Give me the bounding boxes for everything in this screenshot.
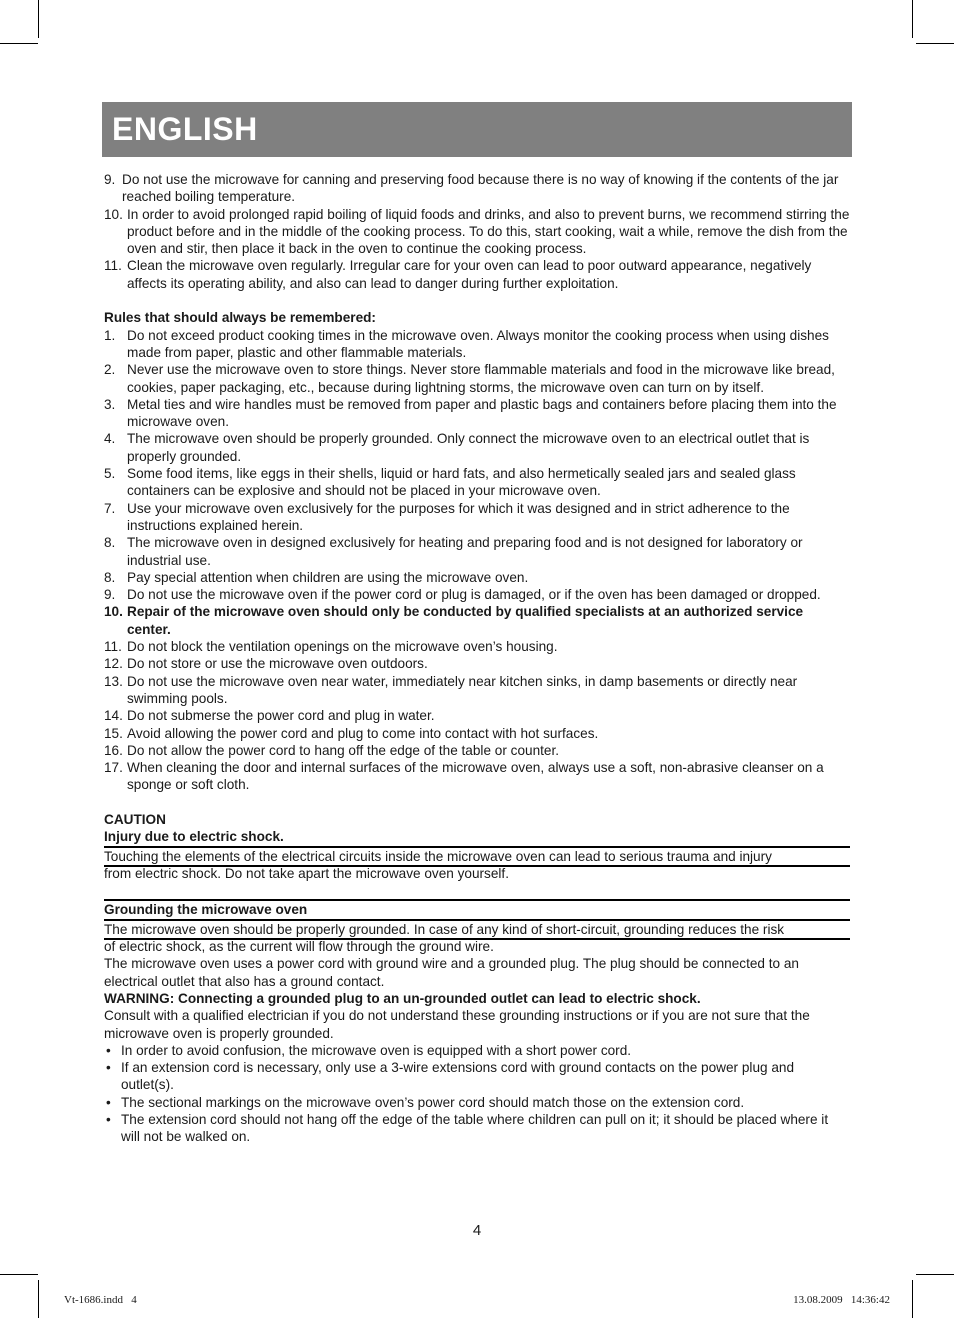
list-item	[104, 257, 850, 292]
list-item	[104, 171, 850, 206]
list-item	[104, 327, 850, 362]
slug-timestamp: 13.08.2009 14:36:42	[793, 1294, 890, 1306]
rules-heading: Rules that should always be remembered:	[104, 310, 376, 326]
bullet-item	[104, 1059, 850, 1094]
slug-filename: Vt-1686.indd 4	[64, 1294, 137, 1306]
list-item	[104, 742, 850, 759]
list-item-number: 14.	[104, 708, 123, 724]
bullet-item	[104, 1042, 850, 1059]
caution-text-line: from electric shock. Do not take apart the microwave oven yourself.	[104, 865, 509, 881]
list-item-number: 13.	[104, 673, 123, 689]
list-item-number: 4.	[104, 431, 116, 447]
list-item-text: Do not use the microwave oven if the power cord or plug is damaged, or if the oven has been damaged or dropped.	[127, 587, 821, 603]
list-item	[104, 655, 850, 672]
list-item-number: 8.	[104, 569, 116, 585]
list-item-text: Do not block the ventilation openings on the microwave oven’s housing.	[127, 639, 558, 655]
list-item-number: 10.	[104, 206, 123, 222]
crop-mark	[0, 43, 38, 44]
list-item-number: 1.	[104, 327, 116, 343]
list-item	[104, 361, 850, 396]
list-item	[104, 725, 850, 742]
page-content	[104, 171, 850, 1146]
bullet-dot-icon: •	[106, 1042, 111, 1058]
section-title: ENGLISH	[112, 111, 258, 147]
list-item	[104, 534, 850, 569]
list-item-text: The microwave oven in designed exclusively for heating and preparing food and is not designed for laboratory or industrial use.	[127, 535, 803, 568]
list-item-text: Use your microwave oven exclusively for the purposes for which it was designed and in strict adherence to the instructions explained herein.	[127, 500, 790, 533]
list-item	[104, 465, 850, 500]
list-item-text: Pay special attention when children are using the microwave oven.	[127, 569, 529, 585]
list-item-number: 5.	[104, 466, 116, 482]
bullet-dot-icon: •	[106, 1112, 111, 1128]
caution-subheading: Injury due to electric shock.	[104, 828, 850, 847]
bullet-text: The extension cord should not hang off the edge of the table where children can pull on it; it should be placed where it will not be walked on.	[121, 1112, 829, 1145]
list-item-text: When cleaning the door and internal surfaces of the microwave oven, always use a soft, non-abrasive cleanser on a sponge or soft cloth.	[127, 760, 824, 793]
list-item-number: 12.	[104, 656, 123, 672]
bullet-text: In order to avoid confusion, the microwave oven is equipped with a short power cord.	[121, 1042, 632, 1058]
crop-mark	[0, 1274, 38, 1275]
list-item	[104, 396, 850, 431]
grounding-text-line: of electric shock, as the current will flow through the ground wire.	[104, 939, 494, 955]
grounding-warning: WARNING: Connecting a grounded plug to an un-grounded outlet can lead to electric shock.	[104, 990, 701, 1006]
crop-mark	[912, 1280, 913, 1318]
grounding-paragraph: The microwave oven uses a power cord with ground wire and a grounded plug. The plug should be connected to an electrical outlet that also has a ground contact.	[104, 956, 799, 989]
list-item-number: 9.	[104, 172, 116, 187]
bullet-text: If an extension cord is necessary, only use a 3-wire extensions cord with ground contacts on the power plug and outlet(s).	[121, 1060, 795, 1093]
list-item-number: 11.	[104, 258, 122, 274]
list-item-number: 16.	[104, 742, 123, 758]
list-item	[104, 673, 850, 708]
list-item-text: The microwave oven should be properly grounded. Only connect the microwave oven to an electrical outlet that is properly grounded.	[127, 431, 810, 464]
crop-mark	[38, 0, 39, 38]
list-item	[104, 707, 850, 724]
list-item-text: Avoid allowing the power cord and plug to come into contact with hot surfaces.	[127, 725, 599, 741]
list-item-number: 17.	[104, 760, 123, 776]
grounding-text-line: The microwave oven should be properly grounded. In case of any kind of short-circuit, grounding reduces the risk	[104, 919, 850, 940]
crop-mark	[912, 0, 913, 38]
list-item	[104, 430, 850, 465]
caution-heading: CAUTION	[104, 811, 166, 827]
list-item-number: 2.	[104, 362, 116, 378]
bullet-dot-icon: •	[106, 1094, 111, 1110]
crop-mark	[916, 43, 954, 44]
list-item	[104, 638, 850, 655]
list-item-important	[104, 603, 850, 638]
list-item-number: 9.	[104, 587, 116, 603]
grounding-heading: Grounding the microwave oven	[104, 899, 850, 920]
precautions-list	[104, 171, 850, 292]
rules-list	[104, 327, 850, 794]
bullet-item	[104, 1111, 850, 1146]
list-item-text: In order to avoid prolonged rapid boiling of liquid foods and drinks, and also to prevent burns, we recommend stirring the product before and in the middle of the cooking process. To do this, start cooking, wait a while, remove the dish from the oven and stir, then place it back in the oven to continue the cooking process.	[127, 206, 850, 257]
bullet-item	[104, 1094, 850, 1111]
grounding-bullet-list	[104, 1042, 850, 1146]
list-item	[104, 569, 850, 586]
list-item-text: Do not allow the power cord to hang off the edge of the table or counter.	[127, 742, 560, 758]
list-item-text: Do not use the microwave oven near water, immediately near kitchen sinks, in damp basements or directly near swimming pools.	[127, 673, 798, 706]
section-header-bar	[102, 102, 852, 157]
list-item-text: Do not exceed product cooking times in the microwave oven. Always monitor the cooking process when using dishes made from paper, plastic and other flammable materials.	[127, 327, 829, 360]
list-item-text: Do not submerse the power cord and plug in water.	[127, 708, 435, 724]
list-item-text: Do not store or use the microwave oven outdoors.	[127, 656, 428, 672]
list-item-text: Repair of the microwave oven should only be conducted by qualified specialists at an authorized service center.	[127, 604, 804, 637]
list-item-number: 11.	[104, 639, 122, 655]
list-item-number: 8.	[104, 535, 116, 551]
list-item	[104, 206, 850, 258]
list-item-number: 3.	[104, 396, 116, 412]
list-item	[104, 759, 850, 794]
list-item	[104, 586, 850, 603]
list-item-number: 10.	[104, 604, 123, 620]
list-item-text: Some food items, like eggs in their shells, liquid or hard fats, and also hermetically sealed jars and sealed glass containers can be explosive and should not be placed in your microwave oven.	[127, 466, 796, 499]
list-item	[104, 500, 850, 535]
bullet-dot-icon: •	[106, 1060, 111, 1076]
list-item-number: 7.	[104, 500, 116, 516]
list-item-text: Metal ties and wire handles must be removed from paper and plastic bags and containers before placing them into the microwave oven.	[127, 396, 837, 430]
list-item-text: Do not use the microwave for canning and preserving food because there is no way of knowing if the contents of the jar reached boiling temperature.	[122, 172, 839, 205]
page-number: 4	[472, 1222, 482, 1239]
list-item-text: Clean the microwave oven regularly. Irregular care for your oven can lead to poor outward appearance, negatively affects its operating ability, and also can lead to danger during further exploitation.	[127, 258, 812, 291]
list-item-text: Never use the microwave oven to store things. Never store flammable materials and food in the microwave like bread, cookies, paper packaging, etc., because during lightning storms, the microwave oven can turn on by itself.	[127, 362, 835, 395]
crop-mark	[916, 1274, 954, 1275]
caution-text-line: Touching the elements of the electrical circuits inside the microwave oven can lead to serious trauma and injury	[104, 846, 850, 867]
bullet-text: The sectional markings on the microwave oven’s power cord should match those on the extension cord.	[121, 1094, 745, 1110]
grounding-paragraph: Consult with a qualified electrician if you do not understand these grounding instructions or if you are not sure that the microwave oven is properly grounded.	[104, 1008, 810, 1041]
crop-mark	[38, 1280, 39, 1318]
list-item-number: 15.	[104, 725, 123, 741]
